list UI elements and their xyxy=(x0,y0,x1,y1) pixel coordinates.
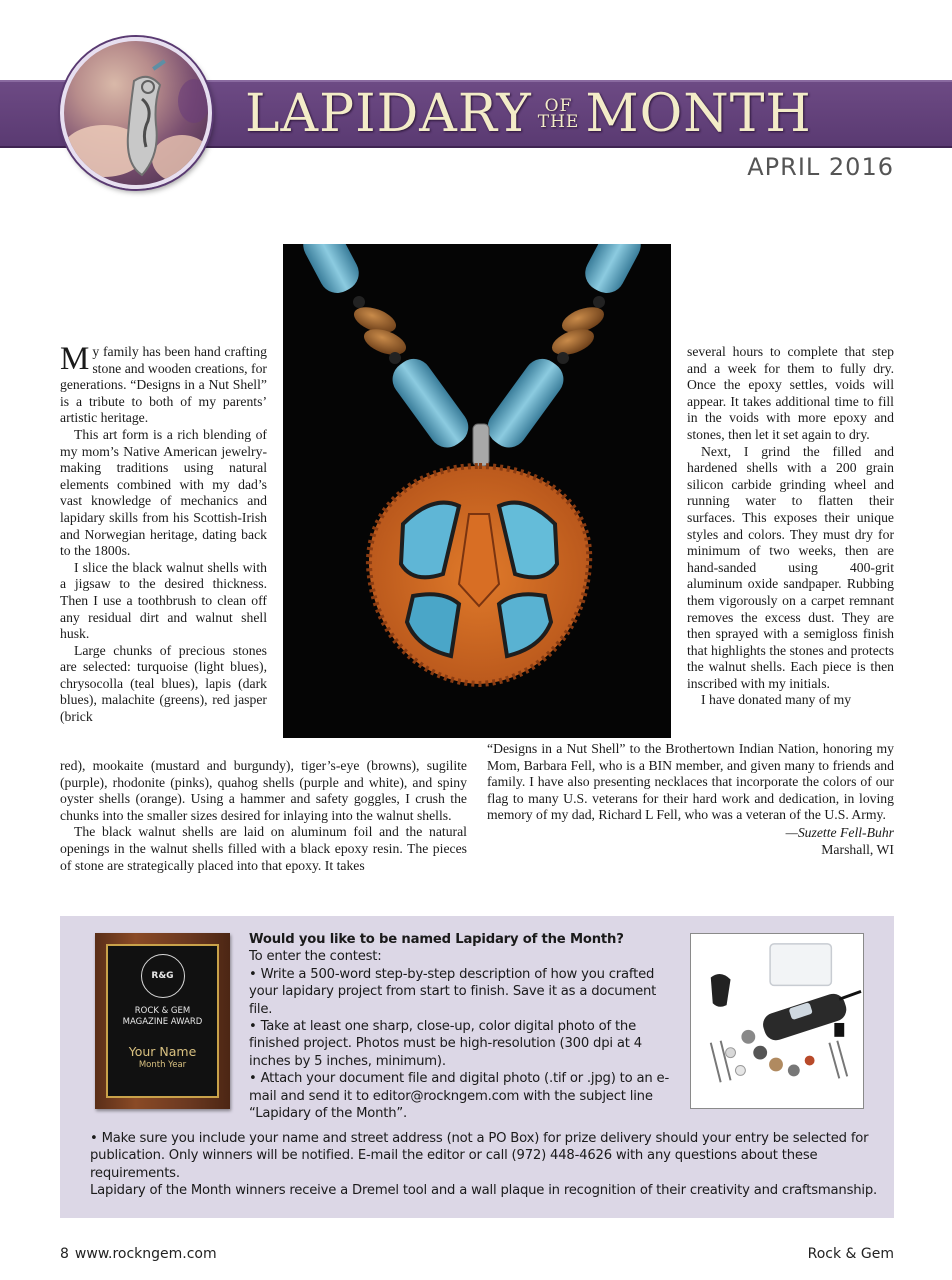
plaque-award-text xyxy=(123,1006,203,1028)
lapidary-hands-medallion-icon xyxy=(60,37,212,189)
contest-bullet-3: • Attach your document file and digital photo (.tif or .jpg) to an e-mail and send it to editor@rockngem.com with the subject line “Lapidary of the Month”. xyxy=(249,1071,669,1122)
contest-bullet-2: • Take at least one sharp, close-up, color digital photo of the finished project. Photos must be high-resolution (300 dpi at 4 inches by 5 inches, minimum). xyxy=(249,1019,642,1069)
title-word-lapidary: LAPIDARY xyxy=(245,84,532,144)
title-word-month: MONTH xyxy=(585,84,812,144)
contest-intro: To enter the contest: xyxy=(249,949,382,965)
title-word-the: THE xyxy=(537,112,580,132)
article-paragraph-5: The black walnut shells are laid on aluminum foil and the natural openings in the walnut shells filled with a black epoxy resin. The pieces of stone are strategically placed into that epoxy. It takes xyxy=(60,824,467,873)
award-plaque-icon xyxy=(95,933,230,1109)
article-paragraph-1 xyxy=(60,341,267,427)
walnut-shell-pendant-necklace-photo-icon xyxy=(283,244,671,738)
article-right-column xyxy=(687,344,894,709)
contest-bullet-1: • Write a 500-word step-by-step description of how you crafted your lapidary project from start to finish. Save it as a document file. xyxy=(249,966,657,1017)
rock-and-gem-logo: R&G xyxy=(141,954,185,998)
article-left-wide-column xyxy=(60,758,467,874)
paragraph-1-text: y family has been hand crafting stone and wooden creations, for generations. “Designs in a Nut Shell” is a tribute to both of my parents’ artistic heritage. xyxy=(60,344,267,426)
contest-bullet-4: • Make sure you include your name and street address (not a PO Box) for prize delivery should your entry be selected for publication. Only winners will be notified. E-mail the editor or call (972) 448-4626 with any questions about these requirements. xyxy=(90,1131,869,1181)
plaque-face xyxy=(106,944,219,1098)
plaque-winner-name: Your Name xyxy=(128,1044,197,1059)
article-paragraph-4-start: Large chunks of precious stones are selected: turquoise (light blues), chrysocolla (teal blues), lapis (dark blues), malachite (greens), red jasper (brick xyxy=(60,642,267,725)
article-left-column xyxy=(60,341,267,726)
contest-info-box xyxy=(60,916,894,1218)
article-paragraph-3: I slice the black walnut shells with a jigsaw to the desired thickness. Then I use a toothbrush to clean off any residual dirt and walnut shell husk. xyxy=(60,559,267,642)
article-paragraph-4-end: red), mookaite (mustard and burgundy), tiger’s-eye (browns), sugilite (purple), rhodonite (pinks), quahog shells (purple and white), and spiny oyster shells (orange). Using a hammer and safety goggles, I crush the chunks into the smaller sizes desired for inlaying into the walnut shells. xyxy=(60,758,467,823)
dremel-rotary-tool-kit-photo-icon xyxy=(690,933,864,1109)
drop-cap: M xyxy=(60,341,90,377)
footer-website: www.rockngem.com xyxy=(74,1246,217,1262)
author-location: Marshall, WI xyxy=(821,841,894,857)
title-of-the xyxy=(537,95,580,132)
article-right-wide-column xyxy=(487,741,894,858)
title-word-of: OF xyxy=(544,95,573,116)
article-paragraph-5-continued: several hours to complete that step and a week for them to fully dry. Once the epoxy settles, voids will appear. It takes additional time to fill in the voids with more epoxy and stones, then let it set again to dry. xyxy=(687,344,894,442)
article-paragraph-7-end: “Designs in a Nut Shell” to the Brothertown Indian Nation, honoring my Mom, Barbara Fell, who is a BIN member, and given many to friends and family. I have also presenting necklaces that incorporate the colors of our flag to many U.S. veterans for their hard work and dedication, in loving memory of my dad, Richard L Fell, who was a veteran of the U.S. Army. xyxy=(487,741,894,823)
article-paragraph-6: Next, I grind the filled and hardened shells with a 200 grain silicon carbide grinding wheel and running water to flatten their surfaces. This exposes their unique styles and colors. They must dry for minimum of two weeks, then are hand-sanded using 400-grit aluminum oxide sandpaper. Rubbing them vigorously on a carpet remnant removes the excess dust. They are then sprayed with a semigloss finish that highlights the stones and protects the walnut shells. Each piece is then inscribed with my initials. xyxy=(687,443,894,691)
plaque-award-line-2: MAGAZINE AWARD xyxy=(122,1017,203,1027)
plaque-award-line-1: ROCK & GEM xyxy=(134,1006,191,1016)
contest-closing: Lapidary of the Month winners receive a Dremel tool and a wall plaque in recognition of their creativity and craftsmanship. xyxy=(90,1183,878,1199)
plaque-month-year: Month Year xyxy=(138,1060,187,1070)
issue-date: APRIL 2016 xyxy=(747,153,894,181)
page-number: 8 xyxy=(60,1246,69,1262)
article-paragraph-7-start: I have donated many of my xyxy=(701,692,852,708)
footer-magazine-name: Rock & Gem xyxy=(807,1246,894,1262)
contest-question: Would you like to be named Lapidary of the Month? xyxy=(249,932,624,947)
article-paragraph-2: This art form is a rich blending of my mom’s Native American jewelry-making traditions using natural elements combined with my dad’s vast knowledge of mechanics and lapidary skills from his Scottish-Irish and Norwegian heritage, dating back to the 1800s. xyxy=(60,426,267,559)
magazine-section-title xyxy=(245,80,925,148)
author-signature xyxy=(487,825,894,858)
footer-left xyxy=(60,1246,217,1262)
author-name: —Suzette Fell-Buhr xyxy=(785,824,894,840)
contest-details xyxy=(90,1130,880,1200)
contest-instructions xyxy=(249,931,669,1122)
